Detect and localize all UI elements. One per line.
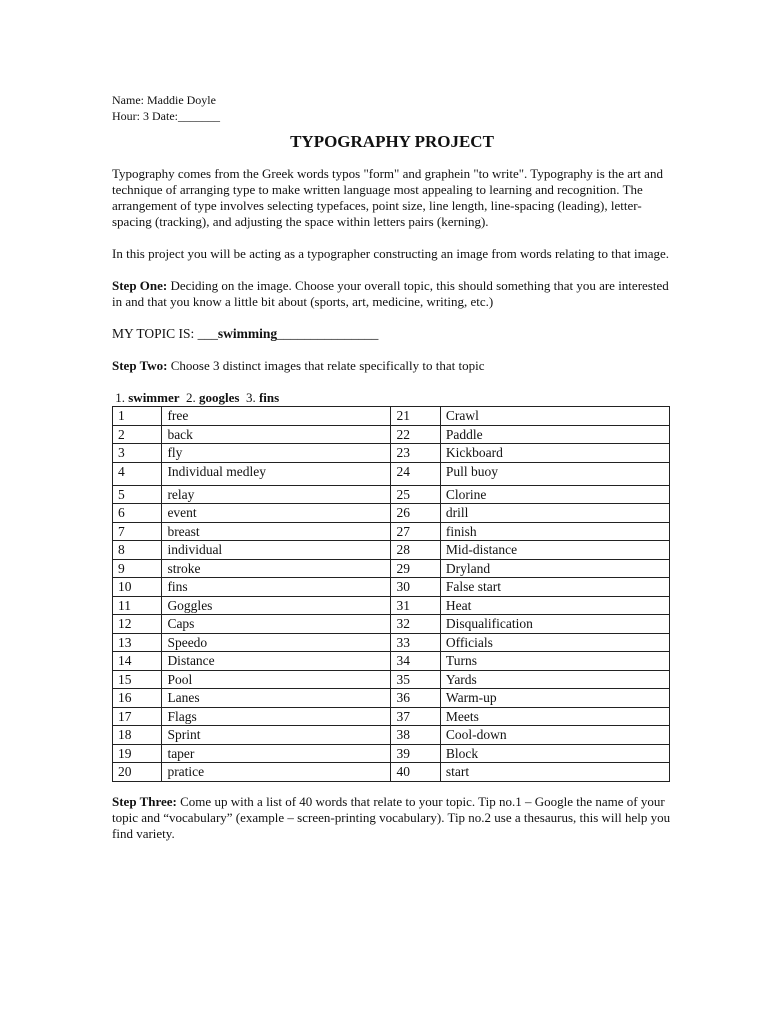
hour-date: Hour: 3 Date:_______ xyxy=(112,109,220,123)
table-row xyxy=(113,670,670,689)
word-number: 37 xyxy=(391,707,440,726)
page-title: TYPOGRAPHY PROJECT xyxy=(290,132,494,151)
word-cell: Distance xyxy=(162,652,391,671)
word-number: 11 xyxy=(113,596,162,615)
image-2: googles xyxy=(199,390,240,405)
word-cell: Goggles xyxy=(162,596,391,615)
step-one xyxy=(112,278,672,310)
word-cell: Speedo xyxy=(162,633,391,652)
table-row xyxy=(113,522,670,541)
student-name: Name: Maddie Doyle xyxy=(112,93,216,107)
word-cell: pratice xyxy=(162,763,391,782)
word-cell: Yards xyxy=(440,670,669,689)
word-cell: Pool xyxy=(162,670,391,689)
word-cell: drill xyxy=(440,504,669,523)
word-number: 35 xyxy=(391,670,440,689)
word-number: 27 xyxy=(391,522,440,541)
word-cell: Paddle xyxy=(440,425,669,444)
table-row xyxy=(113,744,670,763)
word-number: 9 xyxy=(113,559,162,578)
word-number: 12 xyxy=(113,615,162,634)
word-cell: start xyxy=(440,763,669,782)
table-row xyxy=(113,407,670,426)
table-row xyxy=(113,763,670,782)
word-number: 40 xyxy=(391,763,440,782)
step-two xyxy=(112,358,672,374)
word-number: 23 xyxy=(391,444,440,463)
word-number: 33 xyxy=(391,633,440,652)
word-number: 31 xyxy=(391,596,440,615)
table-row xyxy=(113,485,670,504)
table-row xyxy=(113,689,670,708)
word-cell: Crawl xyxy=(440,407,669,426)
step-two-label: Step Two: xyxy=(112,358,168,373)
table-row xyxy=(113,596,670,615)
word-cell: fins xyxy=(162,578,391,597)
word-cell: event xyxy=(162,504,391,523)
word-cell: Block xyxy=(440,744,669,763)
word-number: 13 xyxy=(113,633,162,652)
topic-label: MY TOPIC IS: xyxy=(112,326,198,341)
word-number: 21 xyxy=(391,407,440,426)
word-number: 25 xyxy=(391,485,440,504)
word-cell: relay xyxy=(162,485,391,504)
word-number: 14 xyxy=(113,652,162,671)
word-cell: Warm-up xyxy=(440,689,669,708)
word-number: 7 xyxy=(113,522,162,541)
image-1: swimmer xyxy=(128,390,180,405)
word-cell: individual xyxy=(162,541,391,560)
word-number: 28 xyxy=(391,541,440,560)
images-line xyxy=(112,390,672,406)
intro-paragraph: Typography comes from the Greek words typos "form" and graphein "to write". Typography is the art and technique of arranging type to make written language most appealing to learning and recognition. The arrangement of type involves selecting typefaces, point size, line length, line-spacing (leading), letter-spacing (tracking), and adjusting the space within letters pairs (kerning). xyxy=(112,166,663,229)
image-number-1: 1. xyxy=(112,390,129,405)
word-cell: Dryland xyxy=(440,559,669,578)
word-cell: taper xyxy=(162,744,391,763)
words-table-body xyxy=(113,407,670,782)
word-number: 34 xyxy=(391,652,440,671)
word-number: 22 xyxy=(391,425,440,444)
image-number-2: 2. xyxy=(179,390,200,405)
table-row xyxy=(113,462,670,485)
word-cell: Individual medley xyxy=(162,462,391,485)
word-number: 30 xyxy=(391,578,440,597)
word-number: 2 xyxy=(113,425,162,444)
word-number: 16 xyxy=(113,689,162,708)
image-number-3: 3. xyxy=(239,390,259,405)
word-cell: Disqualification xyxy=(440,615,669,634)
words-table xyxy=(112,406,670,782)
word-cell: False start xyxy=(440,578,669,597)
step-one-label: Step One: xyxy=(112,278,168,293)
word-number: 6 xyxy=(113,504,162,523)
word-number: 3 xyxy=(113,444,162,463)
table-row xyxy=(113,652,670,671)
word-number: 19 xyxy=(113,744,162,763)
table-row xyxy=(113,615,670,634)
step-one-text: Deciding on the image. Choose your overall topic, this should something that you are interested in and that you know a little bit about (sports, art, medicine, writing, etc.) xyxy=(112,278,669,309)
word-cell: Pull buoy xyxy=(440,462,669,485)
word-cell: Caps xyxy=(162,615,391,634)
word-number: 24 xyxy=(391,462,440,485)
word-number: 32 xyxy=(391,615,440,634)
word-cell: free xyxy=(162,407,391,426)
word-cell: Kickboard xyxy=(440,444,669,463)
step-three-label: Step Three: xyxy=(112,793,177,809)
word-cell: breast xyxy=(162,522,391,541)
topic-line xyxy=(112,326,672,342)
topic-prefix: ___ xyxy=(197,326,218,341)
step-three xyxy=(112,794,672,842)
word-number: 39 xyxy=(391,744,440,763)
word-cell: Mid-distance xyxy=(440,541,669,560)
step-two-text: Choose 3 distinct images that relate specifically to that topic xyxy=(167,358,485,373)
project-description: In this project you will be acting as a typographer constructing an image from words relating to that image. xyxy=(112,246,670,261)
table-row xyxy=(113,504,670,523)
word-number: 8 xyxy=(113,541,162,560)
word-cell: Cool-down xyxy=(440,726,669,745)
word-cell: Meets xyxy=(440,707,669,726)
table-row xyxy=(113,707,670,726)
word-cell: fly xyxy=(162,444,391,463)
word-number: 15 xyxy=(113,670,162,689)
word-number: 36 xyxy=(391,689,440,708)
table-row xyxy=(113,425,670,444)
step-three-text: Come up with a list of 40 words that relate to your topic. Tip no.1 – Google the name of your topic and “vocabulary” (example – screen-printing vocabulary). Tip no.2 use a thesaurus, this will help you find variety. xyxy=(112,793,671,841)
table-row xyxy=(113,541,670,560)
image-3: fins xyxy=(258,390,280,405)
word-cell: Turns xyxy=(440,652,669,671)
table-row xyxy=(113,444,670,463)
word-number: 1 xyxy=(113,407,162,426)
word-cell: Lanes xyxy=(162,689,391,708)
word-number: 20 xyxy=(113,763,162,782)
word-cell: Flags xyxy=(162,707,391,726)
word-number: 26 xyxy=(391,504,440,523)
word-number: 5 xyxy=(113,485,162,504)
table-row xyxy=(113,559,670,578)
word-cell: back xyxy=(162,425,391,444)
word-number: 4 xyxy=(113,462,162,485)
word-number: 17 xyxy=(113,707,162,726)
word-number: 29 xyxy=(391,559,440,578)
word-cell: Sprint xyxy=(162,726,391,745)
table-row xyxy=(113,633,670,652)
word-number: 10 xyxy=(113,578,162,597)
word-number: 18 xyxy=(113,726,162,745)
word-cell: Heat xyxy=(440,596,669,615)
word-number: 38 xyxy=(391,726,440,745)
word-cell: Clorine xyxy=(440,485,669,504)
topic-value: swimming xyxy=(217,326,278,341)
topic-suffix: _______________ xyxy=(277,326,379,341)
word-cell: finish xyxy=(440,522,669,541)
word-cell: stroke xyxy=(162,559,391,578)
word-cell: Officials xyxy=(440,633,669,652)
table-row xyxy=(113,726,670,745)
table-row xyxy=(113,578,670,597)
worksheet-page xyxy=(112,92,672,858)
